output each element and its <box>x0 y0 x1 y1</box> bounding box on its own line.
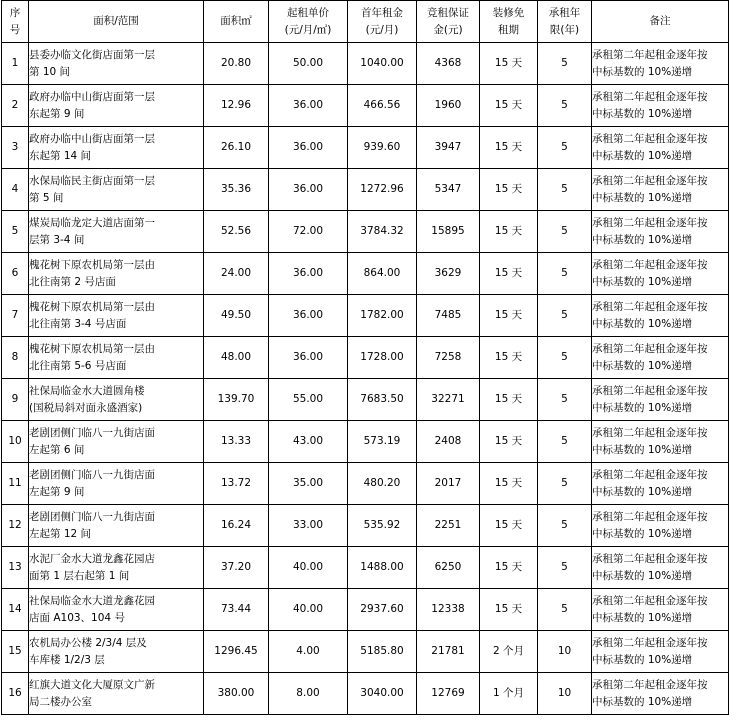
cell-deposit: 32271 <box>417 379 480 421</box>
cell-lease-term: 5 <box>538 505 592 547</box>
cell-unit-price: 40.00 <box>269 589 348 631</box>
cell-deposit: 2017 <box>417 463 480 505</box>
cell-note: 承租第二年起租金逐年按 中标基数的 10%递增 <box>592 379 729 421</box>
cell-area: 24.00 <box>204 253 269 295</box>
cell-area: 73.44 <box>204 589 269 631</box>
table-row <box>2 673 729 715</box>
cell-area: 12.96 <box>204 85 269 127</box>
cell-first-year-rent: 480.20 <box>348 463 417 505</box>
cell-location: 农机局办公楼 2/3/4 层及 车库楼 1/2/3 层 <box>29 631 204 673</box>
cell-free-period: 15 天 <box>480 169 538 211</box>
cell-lease-term: 10 <box>538 631 592 673</box>
cell-location: 水保局临民主街店面第一层 第 5 间 <box>29 169 204 211</box>
cell-lease-term: 5 <box>538 379 592 421</box>
cell-note: 承租第二年起租金逐年按 中标基数的 10%递增 <box>592 421 729 463</box>
cell-note: 承租第二年起租金逐年按 中标基数的 10%递增 <box>592 673 729 715</box>
cell-free-period: 15 天 <box>480 211 538 253</box>
cell-note: 承租第二年起租金逐年按 中标基数的 10%递增 <box>592 337 729 379</box>
cell-unit-price: 55.00 <box>269 379 348 421</box>
cell-unit-price: 8.00 <box>269 673 348 715</box>
cell-first-year-rent: 864.00 <box>348 253 417 295</box>
table-row <box>2 379 729 421</box>
cell-deposit: 6250 <box>417 547 480 589</box>
cell-first-year-rent: 1272.96 <box>348 169 417 211</box>
cell-area: 49.50 <box>204 295 269 337</box>
cell-free-period: 15 天 <box>480 547 538 589</box>
cell-lease-term: 5 <box>538 169 592 211</box>
cell-seq: 16 <box>2 673 29 715</box>
cell-location: 社保局临金水大道圆角楼 (国税局斜对面永盛酒家) <box>29 379 204 421</box>
cell-free-period: 15 天 <box>480 337 538 379</box>
header-lease-term: 承租年 限(年) <box>538 1 592 43</box>
cell-seq: 12 <box>2 505 29 547</box>
cell-lease-term: 5 <box>538 337 592 379</box>
cell-seq: 7 <box>2 295 29 337</box>
cell-lease-term: 5 <box>538 253 592 295</box>
cell-first-year-rent: 5185.80 <box>348 631 417 673</box>
cell-area: 20.80 <box>204 43 269 85</box>
cell-deposit: 1960 <box>417 85 480 127</box>
cell-first-year-rent: 939.60 <box>348 127 417 169</box>
cell-note: 承租第二年起租金逐年按 中标基数的 10%递增 <box>592 211 729 253</box>
cell-seq: 14 <box>2 589 29 631</box>
table-row <box>2 169 729 211</box>
cell-area: 1296.45 <box>204 631 269 673</box>
cell-free-period: 15 天 <box>480 379 538 421</box>
cell-lease-term: 5 <box>538 85 592 127</box>
cell-seq: 9 <box>2 379 29 421</box>
table-row <box>2 211 729 253</box>
table-row <box>2 85 729 127</box>
cell-location: 老剧团侧门临八一九街店面 左起第 6 间 <box>29 421 204 463</box>
cell-free-period: 15 天 <box>480 463 538 505</box>
table-row <box>2 421 729 463</box>
rental-listing-table <box>1 0 729 715</box>
cell-deposit: 2251 <box>417 505 480 547</box>
cell-deposit: 21781 <box>417 631 480 673</box>
cell-seq: 2 <box>2 85 29 127</box>
cell-deposit: 12769 <box>417 673 480 715</box>
header-note: 备注 <box>592 1 729 43</box>
cell-note: 承租第二年起租金逐年按 中标基数的 10%递增 <box>592 253 729 295</box>
cell-first-year-rent: 7683.50 <box>348 379 417 421</box>
cell-note: 承租第二年起租金逐年按 中标基数的 10%递增 <box>592 547 729 589</box>
cell-location: 政府办临中山街店面第一层 东起第 14 间 <box>29 127 204 169</box>
cell-location: 煤炭局临龙定大道店面第一 层第 3-4 间 <box>29 211 204 253</box>
cell-first-year-rent: 1782.00 <box>348 295 417 337</box>
cell-free-period: 15 天 <box>480 43 538 85</box>
cell-free-period: 15 天 <box>480 589 538 631</box>
cell-lease-term: 5 <box>538 43 592 85</box>
table-row <box>2 253 729 295</box>
cell-free-period: 15 天 <box>480 127 538 169</box>
cell-lease-term: 5 <box>538 589 592 631</box>
cell-deposit: 7485 <box>417 295 480 337</box>
cell-unit-price: 50.00 <box>269 43 348 85</box>
cell-note: 承租第二年起租金逐年按 中标基数的 10%递增 <box>592 169 729 211</box>
cell-note: 承租第二年起租金逐年按 中标基数的 10%递增 <box>592 43 729 85</box>
cell-lease-term: 5 <box>538 127 592 169</box>
header-deposit: 竞租保证 金(元) <box>417 1 480 43</box>
cell-unit-price: 33.00 <box>269 505 348 547</box>
cell-seq: 13 <box>2 547 29 589</box>
cell-unit-price: 72.00 <box>269 211 348 253</box>
table-row <box>2 505 729 547</box>
cell-note: 承租第二年起租金逐年按 中标基数的 10%递增 <box>592 589 729 631</box>
cell-deposit: 4368 <box>417 43 480 85</box>
table-row <box>2 43 729 85</box>
cell-area: 380.00 <box>204 673 269 715</box>
cell-unit-price: 43.00 <box>269 421 348 463</box>
cell-deposit: 3947 <box>417 127 480 169</box>
table-row <box>2 127 729 169</box>
cell-note: 承租第二年起租金逐年按 中标基数的 10%递增 <box>592 463 729 505</box>
cell-area: 16.24 <box>204 505 269 547</box>
cell-location: 社保局临金水大道龙鑫花园 店面 A103、104 号 <box>29 589 204 631</box>
cell-first-year-rent: 1488.00 <box>348 547 417 589</box>
cell-unit-price: 36.00 <box>269 253 348 295</box>
cell-first-year-rent: 3784.32 <box>348 211 417 253</box>
cell-area: 139.70 <box>204 379 269 421</box>
cell-seq: 6 <box>2 253 29 295</box>
cell-seq: 10 <box>2 421 29 463</box>
cell-free-period: 1 个月 <box>480 673 538 715</box>
table-row <box>2 589 729 631</box>
cell-deposit: 12338 <box>417 589 480 631</box>
cell-deposit: 15895 <box>417 211 480 253</box>
cell-deposit: 5347 <box>417 169 480 211</box>
table-row <box>2 463 729 505</box>
header-free-period: 装修免 租期 <box>480 1 538 43</box>
cell-unit-price: 35.00 <box>269 463 348 505</box>
cell-deposit: 7258 <box>417 337 480 379</box>
cell-deposit: 3629 <box>417 253 480 295</box>
cell-location: 水泥厂金水大道龙鑫花园店 面第 1 层右起第 1 间 <box>29 547 204 589</box>
cell-note: 承租第二年起租金逐年按 中标基数的 10%递增 <box>592 85 729 127</box>
cell-unit-price: 36.00 <box>269 337 348 379</box>
cell-first-year-rent: 2937.60 <box>348 589 417 631</box>
cell-location: 槐花树下原农机局第一层由 北往南第 3-4 号店面 <box>29 295 204 337</box>
cell-unit-price: 36.00 <box>269 295 348 337</box>
cell-area: 37.20 <box>204 547 269 589</box>
cell-first-year-rent: 1040.00 <box>348 43 417 85</box>
cell-first-year-rent: 466.56 <box>348 85 417 127</box>
table-row <box>2 547 729 589</box>
cell-note: 承租第二年起租金逐年按 中标基数的 10%递增 <box>592 631 729 673</box>
cell-unit-price: 4.00 <box>269 631 348 673</box>
cell-area: 13.33 <box>204 421 269 463</box>
cell-unit-price: 40.00 <box>269 547 348 589</box>
cell-area: 13.72 <box>204 463 269 505</box>
cell-location: 县委办临文化街店面第一层 第 10 间 <box>29 43 204 85</box>
cell-lease-term: 5 <box>538 421 592 463</box>
table-row <box>2 337 729 379</box>
cell-location: 红旗大道文化大厦原文广新 局二楼办公室 <box>29 673 204 715</box>
header-first-year-rent: 首年租金 (元/月) <box>348 1 417 43</box>
cell-seq: 11 <box>2 463 29 505</box>
cell-location: 槐花树下原农机局第一层由 北往南第 5-6 号店面 <box>29 337 204 379</box>
cell-seq: 8 <box>2 337 29 379</box>
cell-seq: 3 <box>2 127 29 169</box>
cell-first-year-rent: 1728.00 <box>348 337 417 379</box>
table-row <box>2 295 729 337</box>
cell-seq: 5 <box>2 211 29 253</box>
cell-unit-price: 36.00 <box>269 169 348 211</box>
cell-area: 48.00 <box>204 337 269 379</box>
table-row <box>2 631 729 673</box>
cell-free-period: 15 天 <box>480 505 538 547</box>
cell-location: 老剧团侧门临八一九街店面 左起第 9 间 <box>29 463 204 505</box>
header-area: 面积㎡ <box>204 1 269 43</box>
header-location: 面积/范围 <box>29 1 204 43</box>
cell-first-year-rent: 3040.00 <box>348 673 417 715</box>
cell-seq: 15 <box>2 631 29 673</box>
cell-unit-price: 36.00 <box>269 85 348 127</box>
cell-area: 52.56 <box>204 211 269 253</box>
cell-note: 承租第二年起租金逐年按 中标基数的 10%递增 <box>592 505 729 547</box>
cell-seq: 1 <box>2 43 29 85</box>
cell-area: 26.10 <box>204 127 269 169</box>
cell-free-period: 15 天 <box>480 421 538 463</box>
cell-free-period: 15 天 <box>480 295 538 337</box>
cell-location: 政府办临中山街店面第一层 东起第 9 间 <box>29 85 204 127</box>
cell-note: 承租第二年起租金逐年按 中标基数的 10%递增 <box>592 127 729 169</box>
cell-area: 35.36 <box>204 169 269 211</box>
header-row <box>2 1 729 43</box>
cell-seq: 4 <box>2 169 29 211</box>
cell-lease-term: 10 <box>538 673 592 715</box>
cell-deposit: 2408 <box>417 421 480 463</box>
cell-lease-term: 5 <box>538 547 592 589</box>
cell-location: 槐花树下原农机局第一层由 北往南第 2 号店面 <box>29 253 204 295</box>
cell-free-period: 2 个月 <box>480 631 538 673</box>
header-unit-price: 起租单价 (元/月/㎡) <box>269 1 348 43</box>
cell-free-period: 15 天 <box>480 85 538 127</box>
cell-first-year-rent: 535.92 <box>348 505 417 547</box>
cell-free-period: 15 天 <box>480 253 538 295</box>
cell-lease-term: 5 <box>538 211 592 253</box>
cell-location: 老剧团侧门临八一九街店面 左起第 12 间 <box>29 505 204 547</box>
cell-first-year-rent: 573.19 <box>348 421 417 463</box>
cell-note: 承租第二年起租金逐年按 中标基数的 10%递增 <box>592 295 729 337</box>
cell-lease-term: 5 <box>538 463 592 505</box>
header-seq: 序 号 <box>2 1 29 43</box>
cell-unit-price: 36.00 <box>269 127 348 169</box>
cell-lease-term: 5 <box>538 295 592 337</box>
